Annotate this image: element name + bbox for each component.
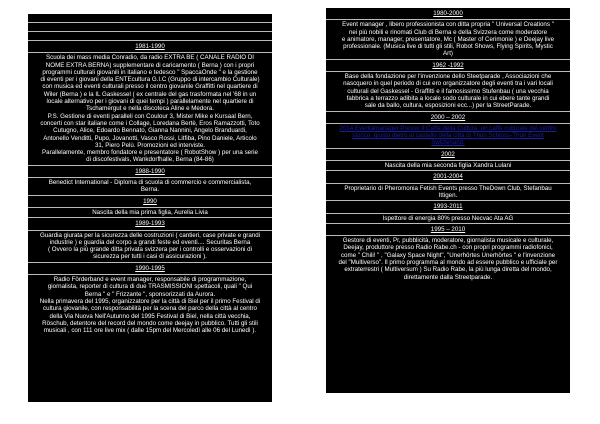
section-body-row	[28, 231, 272, 263]
text-line: di eventi per i giovani della ENTEcultura G.I.C (Gruppo di intercambio Culturale)	[40, 76, 260, 84]
text-line: come " Chili! " , "Galaxy Space Night", "Unerhörtes Unerhörtes " e l'invenzione	[340, 251, 556, 259]
text-line: industrie ) e guardia del corpo a grandi feste ed eventi.... Securitas Berna	[49, 238, 251, 246]
section-body-row	[28, 178, 272, 196]
text-line: 2014 Eventamanager Presso Il Caffè della Cultura, un caffè culturale del centro	[339, 124, 557, 132]
text-line: sicurezza per tutti i casi di assicurazioni ).	[93, 253, 207, 261]
text-line: Switzerland.	[431, 139, 465, 147]
section-year-row	[326, 171, 570, 183]
text-line: Scuola dei mass media Conradio, da radio EXTRA BE ( CANALE RADIO DI	[45, 54, 255, 62]
section-body-row	[326, 161, 570, 171]
section-year-row	[28, 166, 272, 178]
text-line: ( Ovvero la più grande ditta privata svizzera per i controlli e osservazioni di	[48, 246, 252, 254]
right-column	[326, 8, 570, 393]
section-year-row	[326, 224, 570, 236]
section-year: 1990	[143, 197, 157, 205]
section-body-row	[326, 236, 570, 282]
text-line: professionale. (Musica live di tutti gli stili, Robot Shows, Flying Spirits, Mystic	[343, 43, 553, 51]
section-year: 1962 -1992	[432, 61, 464, 69]
section-year: 1980-2000	[433, 10, 463, 17]
text-line: giornalista, reporter di cultura di due TRASMISSIONI spettacoli, quali " Qui	[47, 283, 253, 291]
text-line: di discofestivals, Wankdorfhalle, Berna (84-86)	[86, 156, 214, 164]
text-line: extraterrestri ( Multiversum ) Su Radio Rabe, la più lunga diretta del mondo,	[344, 266, 552, 274]
highlighted-entry-row	[326, 124, 570, 149]
text-line: cultura giovanile, con responsabilità per la scena del parco della città al centro	[43, 305, 257, 313]
text-line: Gestore di eventi, Pr, pubblicità, moderatore, giornalista musicale e culturale,	[342, 237, 554, 245]
section-year-row	[326, 112, 570, 124]
section-body-text	[30, 232, 270, 261]
text-line: Benedict International - Diploma di scuola di commercio e commercialista,	[48, 179, 252, 187]
text-line: Art)	[443, 50, 453, 58]
section-body-text	[328, 21, 568, 57]
highlighted-link[interactable]	[328, 125, 568, 147]
text-line: direttamente dalla Streetparade.	[403, 273, 493, 281]
section-body-text	[30, 54, 270, 163]
section-body-row	[326, 214, 570, 224]
section-year-row	[28, 263, 272, 275]
text-line: P.S. Gestione di eventi paralleli con Coulour 3, Mister Mike e Kursaal Bern,	[47, 112, 253, 120]
text-line: fabbrica a terrazzo adibita a locale sodo culturale in cui ebere tante grandi	[346, 94, 550, 102]
section-year-row	[326, 201, 570, 213]
text-line: della Via Nuova Nell'Autunno del 1995 Festival di Biel, nella città vecchia,	[49, 312, 251, 320]
text-line: e animatore, manager, presentatore, Mc ( Master of Cerimonie ) e Deejay live	[341, 35, 555, 43]
text-line: Radio Förderband e event manager, responsabile di programmazione,	[53, 276, 247, 284]
text-line: Berna " e " Frizzante ", sponsorizzati da Aurora.	[84, 290, 216, 298]
section-year: 1993-2011	[433, 203, 463, 211]
text-line: Base della fondazione per l'invenzione dello Steetparade , Associazioni che	[344, 73, 552, 81]
text-line: Berna.	[140, 186, 160, 194]
text-line: sale da ballo, cultura, esposizioni ecc...) per la StreetParade.	[364, 102, 532, 110]
section-body-text	[30, 209, 270, 216]
text-line: programmi culturali giovanili in italiano e tedesco " SpaccaOnde " e la gestione	[42, 68, 258, 76]
section-year-row	[326, 149, 570, 161]
text-line: Deejay, produttore presso Radio Rabe.ch - con propri programmi radiofonici,	[343, 244, 553, 252]
section-body-text	[30, 276, 270, 334]
section-year: 1988-1990	[135, 167, 165, 175]
text-line: musicali , con 111 ore live mix ( dalle 15pm del Mercoledì alle 06 del Lunedì ).	[43, 327, 257, 335]
section-body-row	[28, 275, 272, 335]
section-year-row	[28, 196, 272, 208]
text-line: 31, Piero Pelù. Promozioni ed interviste.	[94, 141, 206, 149]
text-line: nei più nobili e rinomati Club di Berna e della Svizzera come moderatore	[348, 28, 548, 36]
section-year: 2002	[441, 150, 455, 158]
section-body-row	[326, 184, 570, 202]
text-line: Ittigen.	[438, 191, 458, 199]
text-line: Tschamergut e nella discoteca Aline e Medora.	[86, 105, 214, 113]
text-line: Parallelamente, membro fondatore e presentatore ( RobotShow ) per una serie	[42, 149, 258, 157]
text-line: Nascita della mia prima figlia, Aurelia Livia	[92, 208, 208, 216]
section-body-text	[328, 215, 568, 222]
text-line: storico, giusto dietro al castello della città di Thun Schloss-Thun Event	[352, 132, 544, 140]
section-year: 1989-1993	[135, 220, 165, 228]
text-line: concerti con star italiane come i Collage, Loredana Bertè, Eros Ramazzotti, Toto	[40, 119, 260, 127]
section-body-row	[28, 53, 272, 165]
text-line: Röschub, detentore del record del mondo come deejay in pubblico. Tutti gli stili	[42, 319, 258, 327]
section-year: 2000 – 2002	[430, 113, 466, 121]
text-line: Ispettore di energia 80% presso Necvac Ata AG	[382, 214, 514, 222]
section-body-row	[326, 72, 570, 111]
text-line: nascquero in quel periodo di cui ero organizzatore degli eventi tra i vari locali	[343, 80, 553, 88]
section-year: 2001-2004	[433, 173, 463, 181]
text-line: Event manager , libero professionista con ditta propria " Universal Creations "	[342, 21, 554, 29]
section-body-text	[328, 237, 568, 281]
left-column	[28, 14, 272, 402]
section-year: 1995 – 2010	[430, 225, 466, 233]
section-body-text	[328, 185, 568, 200]
text-line: Antonello Venditti, Pupo, Jovanotti, Vasco Rossi, Litfiba, Pino Daniele, Articolo	[43, 134, 257, 142]
text-line: NOME EXTRA BERNA) supplementare di caricamento ( Berna ) con i propri	[45, 61, 255, 69]
text-line: Wiler (Berna ) e la IL Gaskessel ( ex centrale del gas trasformata nel '68 in un	[43, 90, 257, 98]
section-year-row	[28, 218, 272, 230]
section-body-row	[326, 20, 570, 59]
section-year-row	[326, 8, 570, 20]
text-line: Cutugno, Alice, Edoardo Bennato, Gianna Nannini, Angelo Branduardi,	[53, 127, 247, 135]
text-line: locale alternativo per i giovani di quei tempi ) parallelamente nel quartiere di	[46, 98, 254, 106]
text-line: Proprietario di Pheromonia Fetish Events presso TheDown Club, Stefanbau	[344, 184, 552, 192]
text-line: del "Multiverso". Il primo programma al mondo ad essere pubblico e ufficiale per	[338, 259, 558, 267]
section-body-text	[30, 179, 270, 194]
text-line: con musica ed eventi culturali presso il centro giovanile Graffitti nel quartiere di	[42, 83, 258, 91]
section-year-row	[28, 41, 272, 53]
section-year: 1981-1990	[135, 43, 165, 50]
section-body-text	[328, 162, 568, 169]
text-line: Nella primavera del 1995, organizzatore per la città di Biel per il primo Festival di	[39, 297, 261, 305]
spacer-row	[28, 32, 272, 41]
spacer-row	[28, 23, 272, 32]
text-line: culturali del Gaskessel - Graffitti e il famosissimo Stufenbau ( una vecchia	[347, 87, 549, 95]
section-year: 1990-1995	[135, 264, 165, 272]
section-body-row	[28, 208, 272, 218]
section-year-row	[326, 60, 570, 72]
section-body-text	[328, 73, 568, 109]
text-line: Guardia giurata per la sicurezza delle costruzioni ( cantieri, case private e grandi	[39, 231, 261, 239]
text-line: Nascita della mia seconda figlia Xandra Lulani	[384, 162, 512, 170]
spacer-row	[28, 14, 272, 23]
